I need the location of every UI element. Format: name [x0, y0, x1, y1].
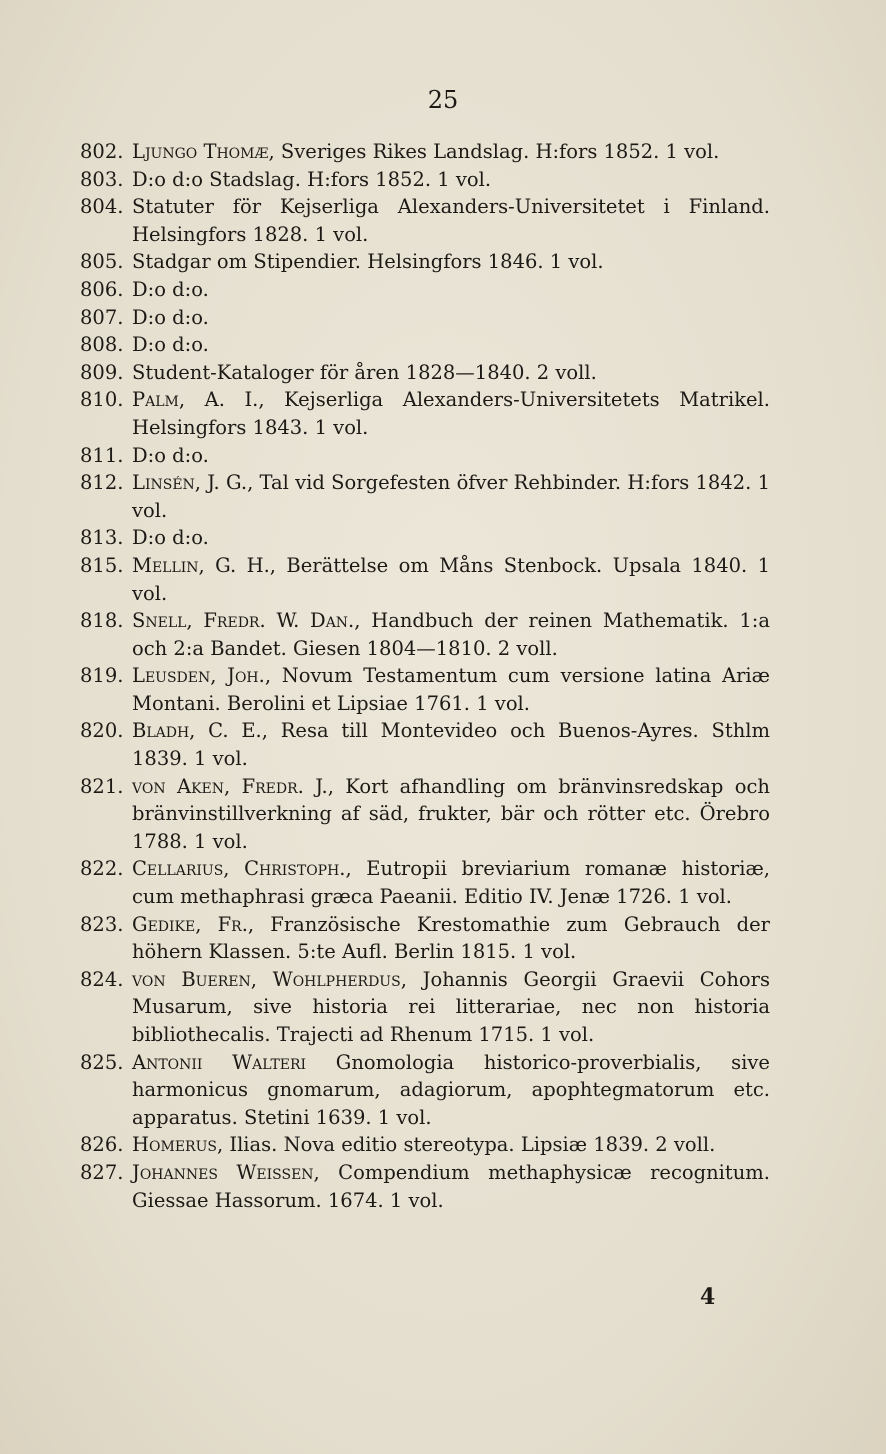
entry-text: D:o d:o. [132, 526, 209, 550]
entry-number: 807. [80, 305, 124, 329]
entry-number: 820. [80, 719, 124, 743]
catalogue-entry [80, 1049, 770, 1132]
entry-number: 821. [80, 774, 124, 798]
entry-author: Bladh, C. E., [132, 719, 268, 743]
entry-number: 818. [80, 609, 124, 633]
entry-text: Tal vid Sorgefesten öfver Rehbinder. H:fors 1842. 1 vol. [132, 471, 770, 522]
entry-number: 819. [80, 664, 124, 688]
entry-number: 802. [80, 140, 124, 163]
entry-number: 804. [80, 195, 124, 219]
catalogue-entry [80, 359, 770, 387]
catalogue-entry [80, 607, 770, 662]
entry-text: Berättelse om Måns Stenbock. Upsala 1840. 1 vol. [132, 553, 771, 605]
catalogue-entry [80, 662, 770, 717]
catalogue-entry [80, 138, 770, 166]
catalogue-entry [80, 331, 770, 359]
catalogue-entry [80, 1159, 770, 1214]
entry-number: 806. [80, 277, 124, 301]
entry-number: 826. [80, 1133, 124, 1157]
entry-text: D:o d:o. [132, 277, 209, 301]
entry-text: Eutropii breviarium romanæ historiæ, cum methaphrasi græca Paeanii. Editio IV. Jenæ 1726. 1 vol. [132, 857, 770, 909]
catalogue-entry [80, 386, 770, 441]
entry-text: Gnomologia historico-proverbialis, sive harmonicus gnomarum, adagiorum, apophtegmatorum etc. apparatus. Stetini 1639. 1 vol. [132, 1050, 770, 1129]
entry-text: Resa till Montevideo och Buenos-Ayres. Sthlm 1839. 1 vol. [132, 719, 770, 771]
entry-number: 825. [80, 1050, 124, 1074]
entry-text: D:o d:o. [132, 333, 209, 357]
entry-number: 808. [80, 333, 124, 357]
entry-author: Gedike, Fr., [132, 912, 255, 936]
entry-text: Johannis Georgii Graevii Cohors Musarum, sive historia rei litterariae, nec non historia bibliothecalis. Trajecti ad Rhenum 1715. 1 vol. [132, 967, 770, 1046]
entry-author: Cellarius, Christoph., [132, 857, 352, 881]
catalogue-entry [80, 166, 770, 194]
entry-text: D:o d:o. [132, 305, 209, 329]
catalogue-entry [80, 855, 770, 910]
entry-number: 809. [80, 360, 124, 384]
entry-text: Sveriges Rikes Landslag. H:fors 1852. 1 vol. [274, 140, 720, 163]
entry-text: Student-Kataloger för åren 1828—1840. 2 voll. [132, 360, 597, 384]
entry-number: 810. [80, 388, 124, 412]
entry-text: Ilias. Nova editio stereotypa. Lipsiæ 1839. 2 voll. [223, 1133, 716, 1157]
entry-author: Mellin, G. H., [132, 553, 277, 577]
entry-text: Stadgar om Stipendier. Helsingfors 1846. 1 vol. [132, 250, 604, 274]
entry-text: Compendium methaphysicæ recognitum. Giessae Hassorum. 1674. 1 vol. [132, 1160, 770, 1212]
entry-author: Palm, A. I., [132, 388, 265, 412]
catalogue-entry [80, 248, 770, 276]
entry-text: Kort afhandling om bränvinsredskap och bränvinstillverkning af säd, frukter, bär och rötter etc. Örebro 1788. 1 vol. [132, 774, 770, 853]
signature-mark: 4 [700, 1284, 716, 1310]
entry-number: 805. [80, 250, 124, 274]
entry-number: 827. [80, 1160, 124, 1184]
entry-number: 811. [80, 443, 124, 467]
entry-text: Novum Testamentum cum versione latina Ariæ Montani. Berolini et Lipsiae 1761. 1 vol. [132, 664, 770, 715]
entry-text: D:o d:o. [132, 443, 209, 467]
entry-number: 822. [80, 857, 124, 881]
entry-text: Handbuch der reinen Mathematik. 1:a och 2:a Bandet. Giesen 1804—1810. 2 voll. [132, 609, 770, 660]
catalogue-entry [80, 1131, 770, 1159]
catalogue-entry [80, 552, 770, 607]
entry-author: Johannes Weissen, [132, 1160, 320, 1184]
entry-text: D:o d:o Stadslag. H:fors 1852. 1 vol. [132, 167, 492, 191]
entry-author: Antonii Walteri [132, 1050, 307, 1074]
catalogue-entry [80, 304, 770, 332]
catalogue-entry [80, 442, 770, 470]
entry-number: 812. [80, 471, 124, 495]
entry-author: von Bueren, Wohlpherdus, [132, 967, 407, 991]
entry-text: Statuter för Kejserliga Alexanders-Universitetet i Finland. Helsingfors 1828. 1 vol. [132, 195, 770, 246]
entry-author: Ljungo Thomæ, [132, 140, 275, 163]
catalogue-entries [80, 138, 770, 1214]
entry-number: 803. [80, 167, 124, 191]
catalogue-entry [80, 524, 770, 552]
entry-author: von Aken, Fredr. J., [132, 774, 334, 798]
entry-author: Snell, Fredr. W. Dan., [132, 609, 361, 633]
catalogue-entry [80, 193, 770, 248]
catalogue-entry [80, 469, 770, 524]
entry-number: 823. [80, 912, 124, 936]
catalogue-entry [80, 717, 770, 772]
catalogue-entry [80, 773, 770, 856]
entry-author: Leusden, Joh., [132, 664, 272, 688]
entry-text: Französische Krestomathie zum Gebrauch der höhern Klassen. 5:te Aufl. Berlin 1815. 1 vol. [132, 912, 770, 964]
catalogue-entry [80, 276, 770, 304]
catalogue-entry [80, 911, 770, 966]
entry-number: 815. [80, 553, 124, 577]
entry-author: Linsén, J. G., [132, 471, 254, 495]
entry-text: Kejserliga Alexanders-Universitetets Matrikel. Helsingfors 1843. 1 vol. [132, 388, 770, 439]
entry-number: 813. [80, 526, 124, 550]
catalogue-entry [80, 966, 770, 1049]
entry-author: Homerus, [132, 1133, 224, 1157]
page-number: 25 [427, 86, 459, 114]
entry-number: 824. [80, 967, 124, 991]
